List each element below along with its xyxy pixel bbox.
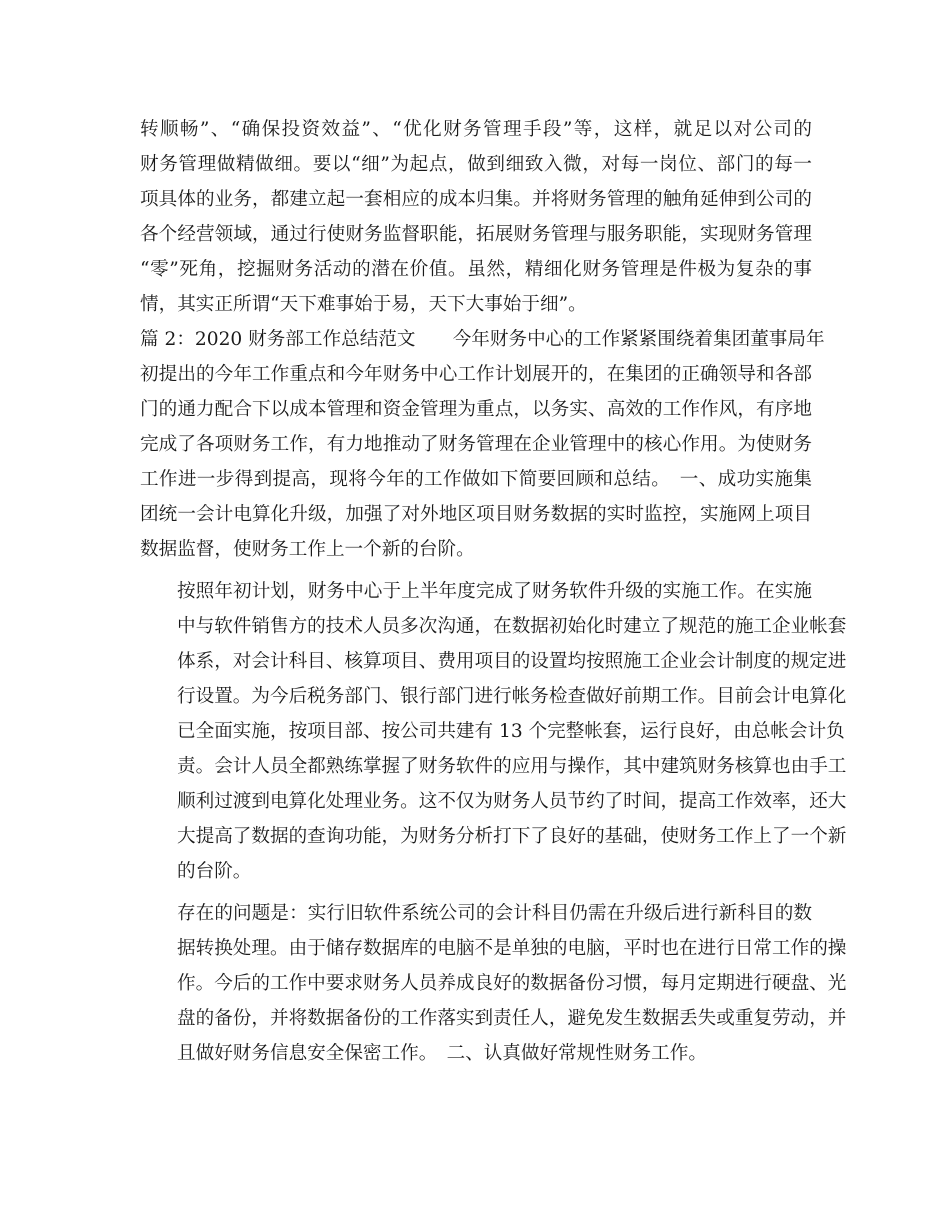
paragraph-3 [140,574,847,889]
text-line: 初提出的今年工作重点和今年财务中心工作计划展开的，在集团的正确领导和各部 [140,364,812,385]
text-line: 且做好财务信息安全保密工作。 二、认真做好常规性财务工作。 [177,1043,707,1064]
text-line: 中与软件销售方的技术人员多次沟通，在数据初始化时建立了规范的施工企业帐套 [177,616,847,637]
text-line: 团统一会计电算化升级，加强了对外地区项目财务数据的实时监控，实施网上项目 [140,504,812,525]
text-line: 工作进一步得到提高，现将今年的工作做如下简要回顾和总结。 一、成功实施集 [140,469,812,490]
text-line: 门的通力配合下以成本管理和资金管理为重点，以务实、高效的工作作风，有序地 [140,399,812,420]
text-line: 盘的备份，并将数据备份的工作落实到责任人，避免发生数据丢失或重复劳动，并 [177,1008,847,1029]
text-line: 篇 2：2020 财务部工作总结范文 今年财务中心的工作紧紧围绕着集团董事局年 [140,329,825,350]
text-line: “零”死角，挖掘财务活动的潜在价值。虽然，精细化财务管理是件极为复杂的事 [140,259,812,280]
text-line: 责。会计人员全都熟练掌握了财务软件的应用与操作，其中建筑财务核算也由手工 [177,756,847,777]
text-line: 按照年初计划，财务中心于上半年度完成了财务软件升级的实施工作。在实施 [177,581,812,602]
text-line: 数据监督，使财务工作上一个新的台阶。 [140,539,475,560]
text-line: 已全面实施，按项目部、按公司共建有 13 个完整帐套，运行良好，由总帐会计负 [177,721,845,742]
text-line: 各个经营领域，通过行使财务监督职能，拓展财务管理与服务职能，实现财务管理 [140,224,812,245]
text-line: 情，其实正所谓“天下难事始于易，天下大事始于细”。 [140,294,587,315]
text-line: 行设置。为今后税务部门、银行部门进行帐务检查做好前期工作。目前会计电算化 [177,686,847,707]
text-line: 存在的问题是：实行旧软件系统公司的会计科目仍需在升级后进行新科目的数 [177,903,812,924]
paragraph-4 [140,896,847,1071]
text-line: 项具体的业务，都建立起一套相应的成本归集。并将财务管理的触角延伸到公司的 [140,189,812,210]
paragraph-2 [140,322,825,567]
paragraph-1 [140,112,812,322]
text-line: 转顺畅”、“确保投资效益”、“优化财务管理手段”等，这样，就足以对公司的 [140,119,812,140]
text-line: 完成了各项财务工作，有力地推动了财务管理在企业管理中的核心作用。为使财务 [140,434,812,455]
text-line: 顺利过渡到电算化处理业务。这不仅为财务人员节约了时间，提高工作效率，还大 [177,791,847,812]
document-body [140,112,847,1071]
text-line: 财务管理做精做细。要以“细”为起点，做到细致入微，对每一岗位、部门的每一 [140,154,812,175]
text-line: 作。今后的工作中要求财务人员养成良好的数据备份习惯，每月定期进行硬盘、光 [177,973,847,994]
text-line: 大提高了数据的查询功能，为财务分析打下了良好的基础，使财务工作上了一个新 [177,826,847,847]
text-line: 的台阶。 [177,861,252,882]
text-line: 体系，对会计科目、核算项目、费用项目的设置均按照施工企业会计制度的规定进 [177,651,847,672]
text-line: 据转换处理。由于储存数据库的电脑不是单独的电脑，平时也在进行日常工作的操 [177,938,847,959]
